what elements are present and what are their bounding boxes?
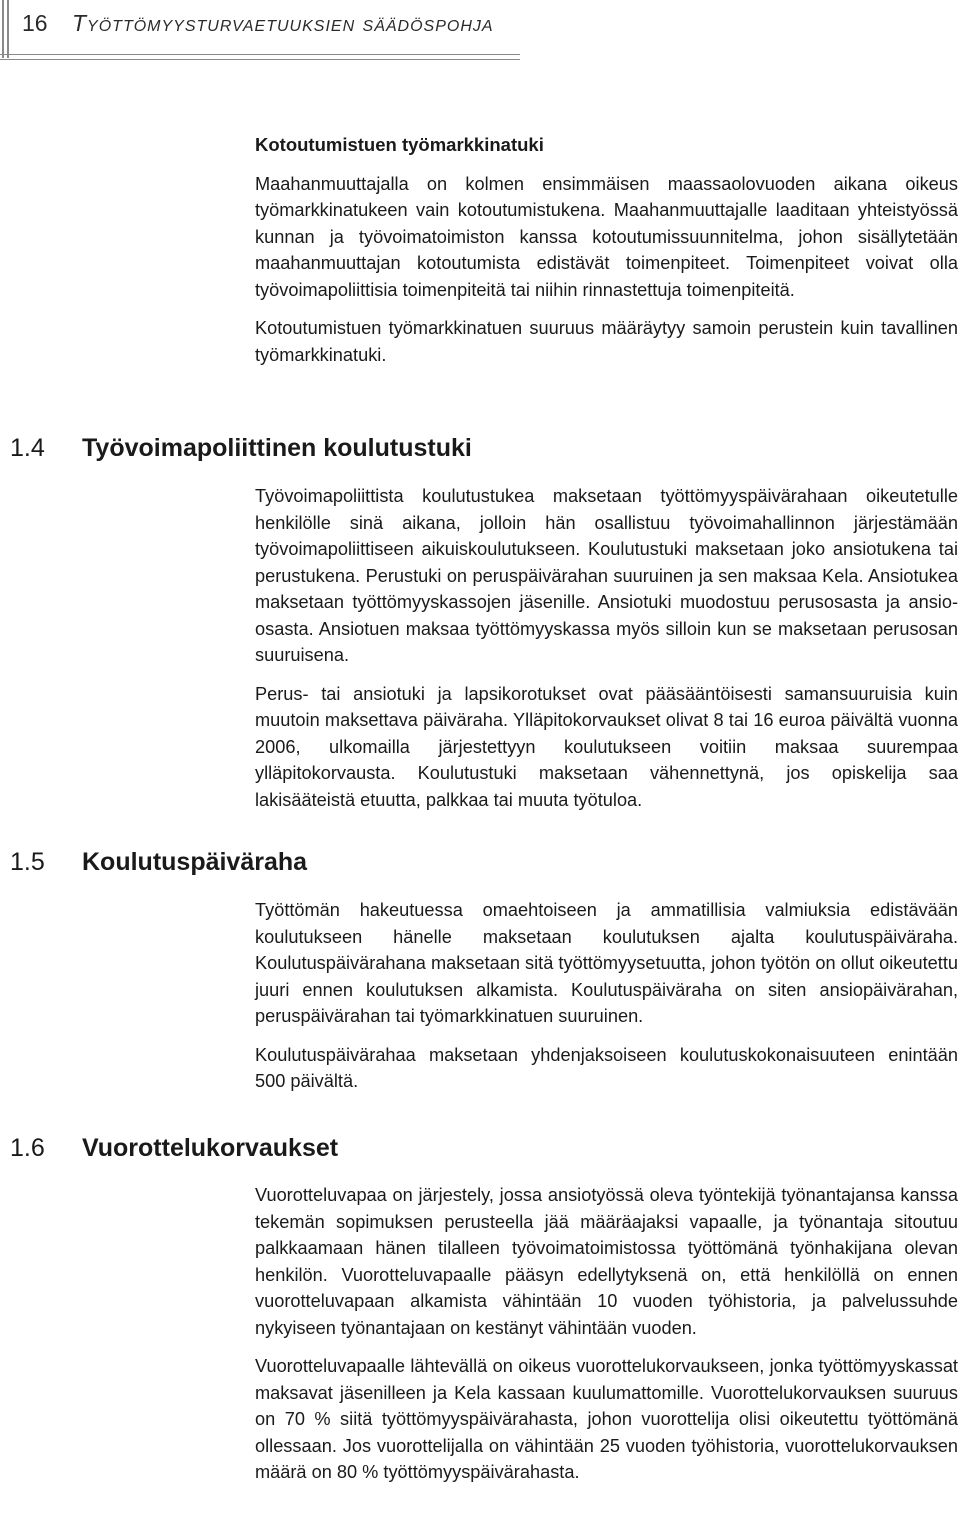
section-title: Koulutuspäiväraha [82,848,308,876]
section-body-1-5 [255,897,958,1107]
header-rule-horizontal [0,54,520,55]
section-body-1-4 [255,483,958,825]
section-heading-1-4 [10,434,472,463]
intro-block [255,132,958,380]
header-rule-horizontal [0,59,520,60]
paragraph: Kotoutumistuen työmarkkinatuen suuruus määräytyy samoin perustein kuin tavallinen työmarkkinatuki. [255,318,958,365]
section-title: Työvoimapoliittinen koulutustuki [82,434,472,462]
paragraph: Maahanmuuttajalla on kolmen ensimmäisen maassaolovuoden aikana oikeus työmarkkinatukeen vain kotoutumistukena. Maahanmuuttajalle laaditaan yhteistyössä kunnan ja työvoimatoimiston kanssa kotoutumissuunnitelma, johon sisällytetään maahanmuuttajan kotoutumista edistävät toimenpiteet. Toimenpiteet voivat olla työvoimapoliittisia toimenpiteitä tai niihin rinnastettuja toimenpiteitä. [255,173,958,300]
subheading: Kotoutumistuen työmarkkinatuki [255,134,544,155]
header-rule-vertical [7,0,9,58]
paragraph: Koulutuspäivärahaa maksetaan yhdenjaksoiseen koulutuskokonaisuuteen enintään 500 päivältä. [255,1044,958,1091]
running-title: Työttömyysturvaetuuksien säädöspohja [72,10,494,36]
section-body-1-6 [255,1182,958,1498]
paragraph: Perus- tai ansiotuki ja lapsikorotukset ovat pääsääntöisesti samansuuruisia kuin muutoin maksettava päiväraha. Ylläpitokorvaukset olivat 8 tai 16 euroa päivältä vuonna 2006, ulkomailla järjestettyyn koulutukseen voitiin maksaa suurempaa ylläpitokorvausta. Koulutustuki maksetaan vähennettynä, jos opiskelija saa lakisääteistä etuutta, palkkaa tai muuta työtuloa. [255,683,958,810]
header-rule-vertical [2,0,4,58]
section-number: 1.6 [10,1134,45,1162]
section-title: Vuorottelukorvaukset [82,1134,339,1162]
page-header [0,0,960,62]
section-heading-1-6 [10,1134,338,1163]
paragraph: Vuorotteluvapaalle lähtevällä on oikeus vuorottelukorvaukseen, jonka työttömyyskassat maksavat jäsenilleen ja Kela kassaan kuulumattomille. Vuorottelukorvauksen suuruus on 70 % siitä työttömyyspäivärahasta, johon vuorottelija olisi oikeutettu työttömänä ollessaan. Jos vuorottelijalla on vähintään 25 vuoden työhistoria, vuorottelukorvauksen määrä on 80 % työttömyyspäivärahasta. [255,1356,958,1482]
section-heading-1-5 [10,848,307,877]
page-number: 16 [22,10,48,36]
paragraph: Vuorotteluvapaa on järjestely, jossa ansiotyössä oleva työntekijä työnantajansa kanssa tekemän sopimuksen perusteella jää määräajaksi vapaalle, ja työnantaja sitoutuu palkkaamaan hänen tilalleen työvoimatoimistossa työttömänä työnhakijana olevan henkilön. Vuorotteluvapaalle pääsyn edellytyksenä on, että henkilöllä on ennen vuorotteluvapaan alkamista vähintään 10 vuoden työhistoria, ja palvelussuhde nykyiseen työnantajaan on kestänyt vähintään vuoden. [255,1185,958,1338]
section-number: 1.4 [10,434,45,462]
section-number: 1.5 [10,848,45,876]
paragraph: Työvoimapoliittista koulutustukea maksetaan työttömyyspäivärahaan oikeutetulle henkilölle sinä aikana, jolloin hän osallistuu työvoimahallinnon järjestämään työvoimapoliittiseen aikuiskoulutukseen. Koulutustuki maksetaan joko ansiotukena tai perustukena. Perustuki on peruspäivärahan suuruinen ja sen maksaa Kela. Ansiotukea maksetaan työttömyyskassojen jäsenille. Ansiotuki muodostuu perusosasta ja ansio-osasta. Ansiotuen maksaa työttömyyskassa myös silloin kun se maksetaan perusosan suuruisena. [255,486,958,665]
paragraph: Työttömän hakeutuessa omaehtoiseen ja ammatillisia valmiuksia edistävään koulutukseen hänelle maksetaan koulutuksen ajalta koulutuspäiväraha. Koulutuspäivärahana maksetaan sitä työttömyysetuutta, johon työtön on ollut oikeutettu juuri ennen koulutuksen alkamista. Koulutuspäiväraha on siten ansiopäivärahan, peruspäivärahan tai työmarkkinatuen suuruinen. [255,900,958,1026]
